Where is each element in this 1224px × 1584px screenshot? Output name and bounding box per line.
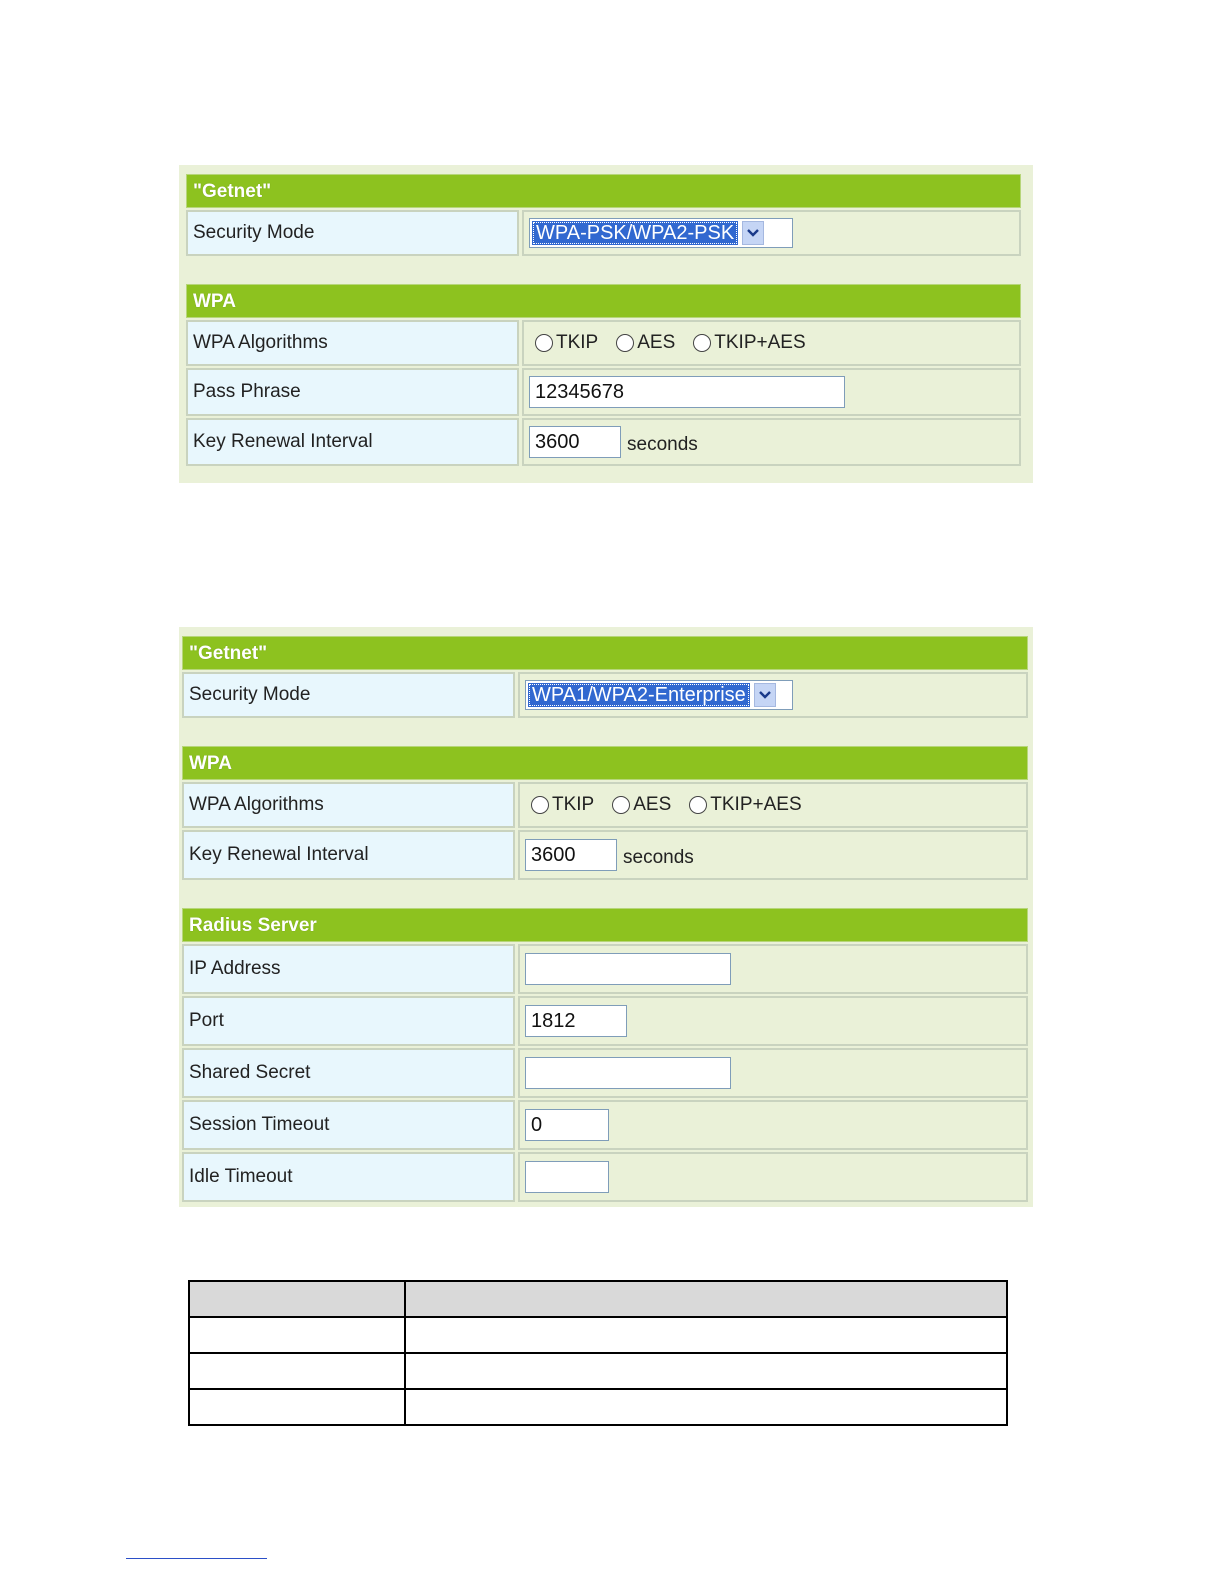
wpa-algorithms-row: [182, 782, 1028, 828]
ip-address-input[interactable]: [525, 953, 731, 985]
table-cell: [405, 1389, 1007, 1425]
chevron-down-icon[interactable]: [754, 683, 776, 707]
shared-secret-row: [182, 1048, 1028, 1098]
security-mode-select[interactable]: [525, 680, 793, 710]
radio-circle-icon[interactable]: [531, 796, 549, 814]
wpa-algorithms-radio-group: [529, 332, 806, 354]
table-row: [189, 1353, 1007, 1389]
radio-circle-icon[interactable]: [689, 796, 707, 814]
pass-phrase-row: [186, 368, 1021, 416]
wpa-enterprise-settings-panel: [179, 627, 1033, 1207]
description-table: [188, 1280, 1008, 1426]
port-input[interactable]: 1812: [525, 1005, 627, 1037]
radio-aes[interactable]: AES: [616, 332, 675, 354]
security-mode-label: Security Mode: [182, 672, 515, 718]
wpa-header: WPA: [186, 284, 1021, 318]
security-mode-select[interactable]: [529, 218, 793, 248]
radius-server-header: Radius Server: [182, 908, 1028, 942]
radio-circle-icon[interactable]: [693, 334, 711, 352]
port-row: [182, 996, 1028, 1046]
session-timeout-label: Session Timeout: [182, 1100, 515, 1150]
wpa-header: WPA: [182, 746, 1028, 780]
ssid-header: "Getnet": [186, 174, 1021, 208]
wpa-algorithms-row: [186, 320, 1021, 366]
key-renewal-row: [182, 830, 1028, 880]
radio-circle-icon[interactable]: [535, 334, 553, 352]
ip-address-row: [182, 944, 1028, 994]
port-label: Port: [182, 996, 515, 1046]
table-cell: [405, 1353, 1007, 1389]
key-renewal-unit: seconds: [627, 434, 698, 455]
table-cell: [189, 1389, 405, 1425]
shared-secret-label: Shared Secret: [182, 1048, 515, 1098]
security-mode-label: Security Mode: [186, 210, 519, 256]
table-header-cell: [405, 1281, 1007, 1317]
idle-timeout-label: Idle Timeout: [182, 1152, 515, 1202]
key-renewal-label: Key Renewal Interval: [186, 418, 519, 466]
session-timeout-row: [182, 1100, 1028, 1150]
radio-tkip[interactable]: TKIP: [535, 332, 598, 354]
key-renewal-label: Key Renewal Interval: [182, 830, 515, 880]
wpa-psk-settings-panel: [179, 165, 1033, 483]
table-header-cell: [189, 1281, 405, 1317]
table-header-row: [189, 1281, 1007, 1317]
security-mode-selected-value: WPA1/WPA2-Enterprise: [528, 683, 750, 707]
key-renewal-row: [186, 418, 1021, 466]
ssid-header: "Getnet": [182, 636, 1028, 670]
footnote-divider: [126, 1558, 267, 1559]
chevron-down-icon[interactable]: [742, 221, 764, 245]
wpa-algorithms-radio-group: [525, 794, 802, 816]
radio-circle-icon[interactable]: [612, 796, 630, 814]
radio-aes[interactable]: AES: [612, 794, 671, 816]
table-cell: [189, 1317, 405, 1353]
idle-timeout-input[interactable]: [525, 1161, 609, 1193]
security-mode-row: [186, 210, 1021, 256]
security-mode-row: [182, 672, 1028, 718]
security-mode-selected-value: WPA-PSK/WPA2-PSK: [532, 221, 738, 245]
table-cell: [189, 1353, 405, 1389]
ip-address-label: IP Address: [182, 944, 515, 994]
pass-phrase-input[interactable]: 12345678: [529, 376, 845, 408]
radio-tkip-aes[interactable]: TKIP+AES: [689, 794, 801, 816]
key-renewal-input[interactable]: 3600: [529, 426, 621, 458]
radio-tkip[interactable]: TKIP: [531, 794, 594, 816]
wpa-algorithms-label: WPA Algorithms: [182, 782, 515, 828]
idle-timeout-row: [182, 1152, 1028, 1202]
table-row: [189, 1389, 1007, 1425]
table-row: [189, 1317, 1007, 1353]
radio-circle-icon[interactable]: [616, 334, 634, 352]
table-cell: [405, 1317, 1007, 1353]
shared-secret-input[interactable]: [525, 1057, 731, 1089]
pass-phrase-label: Pass Phrase: [186, 368, 519, 416]
key-renewal-unit: seconds: [623, 847, 694, 868]
wpa-algorithms-label: WPA Algorithms: [186, 320, 519, 366]
session-timeout-input[interactable]: 0: [525, 1109, 609, 1141]
key-renewal-input[interactable]: 3600: [525, 839, 617, 871]
radio-tkip-aes[interactable]: TKIP+AES: [693, 332, 805, 354]
